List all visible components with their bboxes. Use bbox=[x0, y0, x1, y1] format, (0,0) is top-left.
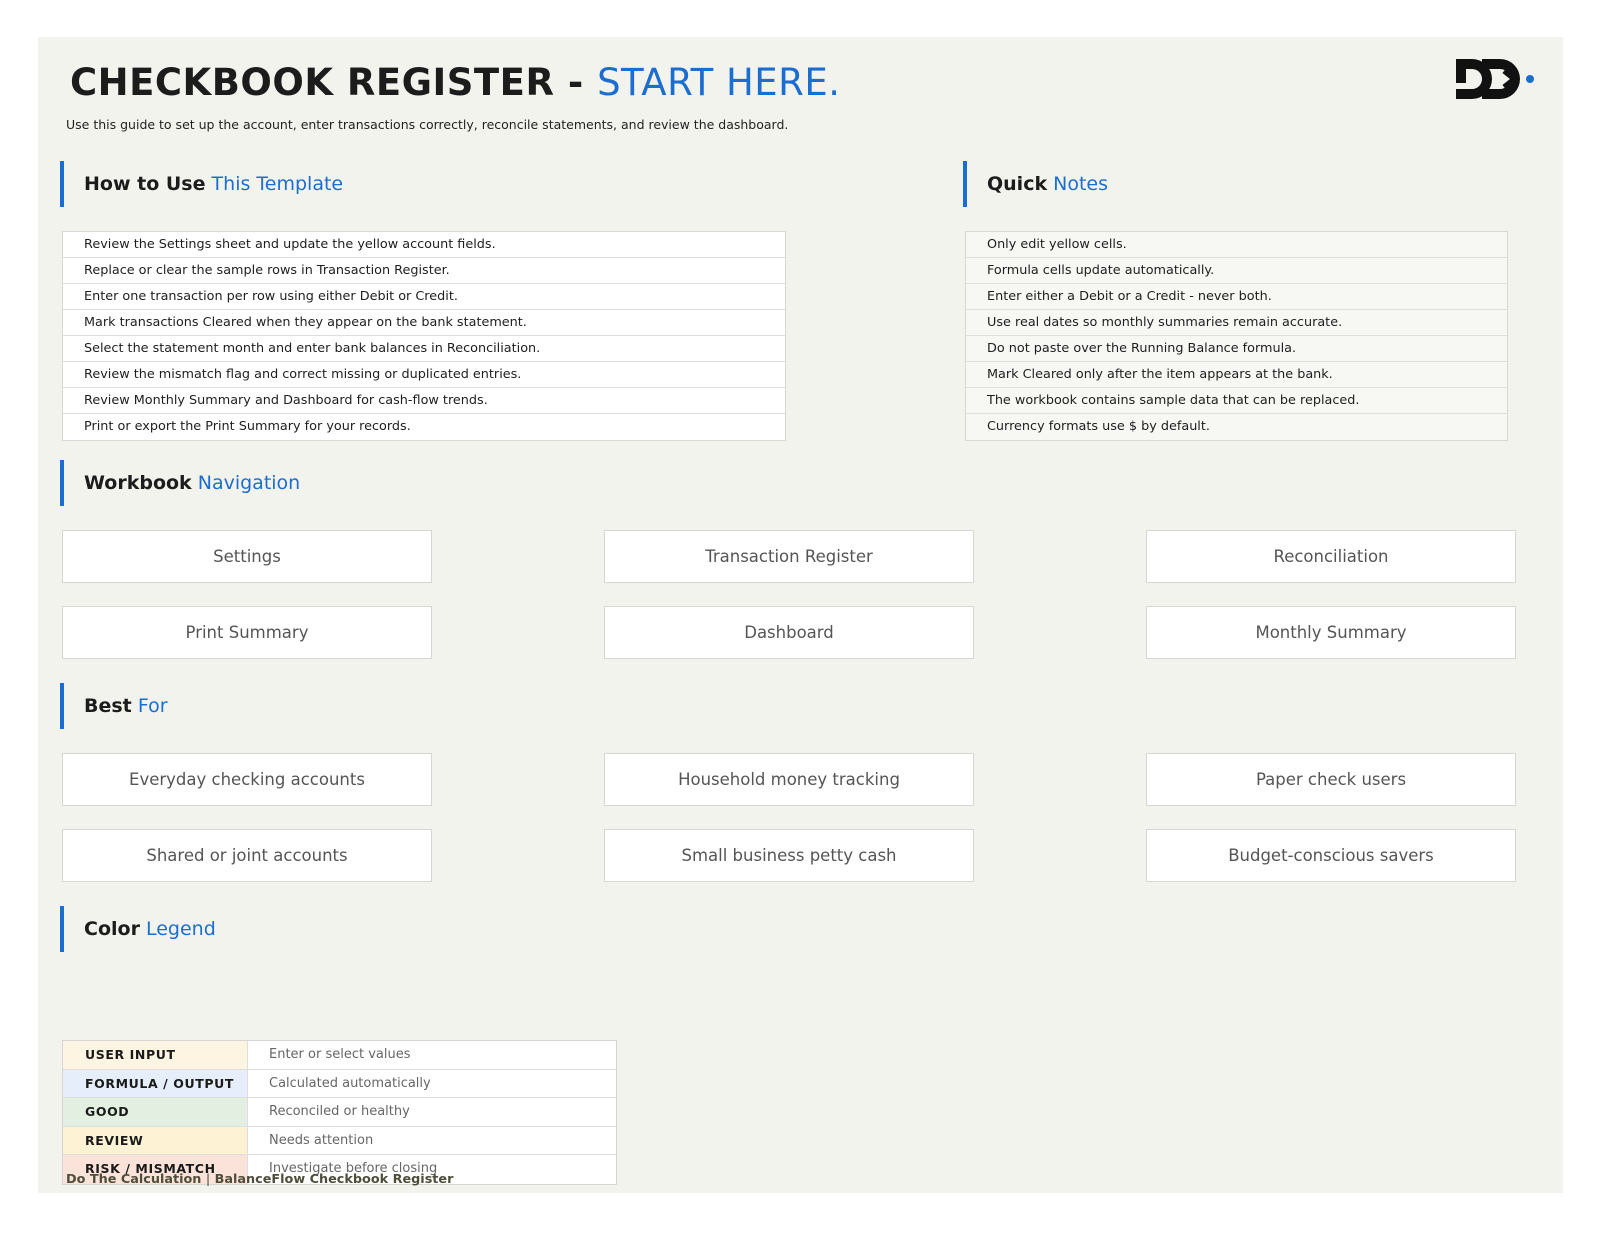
footer bbox=[66, 1172, 453, 1187]
page-title bbox=[70, 59, 841, 107]
color-legend-table bbox=[62, 1040, 617, 1185]
list-item: Review the mismatch flag and correct missing or duplicated entries. bbox=[63, 362, 785, 388]
quick-notes-heading: Quick Notes bbox=[963, 161, 1108, 207]
sheet bbox=[38, 37, 1563, 1193]
color-legend-heading: Color Legend bbox=[60, 906, 216, 952]
title-accent: START HERE. bbox=[597, 61, 841, 104]
nav-reconciliation-button[interactable]: Reconciliation bbox=[1146, 530, 1516, 583]
legend-key: RISK / MISMATCH bbox=[63, 1155, 248, 1184]
nav-monthly-summary-button[interactable]: Monthly Summary bbox=[1146, 606, 1516, 659]
nav-transaction-register-button[interactable]: Transaction Register bbox=[604, 530, 974, 583]
best-for-item: Household money tracking bbox=[604, 753, 974, 806]
list-item: Review the Settings sheet and update the yellow account fields. bbox=[63, 232, 785, 258]
legend-key: REVIEW bbox=[63, 1127, 248, 1155]
footer-product: BalanceFlow Checkbook Register bbox=[214, 1172, 454, 1187]
legend-description: Investigate before closing bbox=[269, 1161, 438, 1177]
best-for-item: Budget-conscious savers bbox=[1146, 829, 1516, 882]
list-item: Currency formats use $ by default. bbox=[966, 414, 1507, 440]
footer-brand: Do The Calculation bbox=[66, 1172, 202, 1187]
legend-row bbox=[63, 1041, 616, 1070]
list-item: Review Monthly Summary and Dashboard for cash-flow trends. bbox=[63, 388, 785, 414]
legend-key: GOOD bbox=[63, 1098, 248, 1126]
list-item: Do not paste over the Running Balance formula. bbox=[966, 336, 1507, 362]
legend-row bbox=[63, 1070, 616, 1099]
navigation-heading: Workbook Navigation bbox=[60, 460, 300, 506]
page-subtitle: Use this guide to set up the account, enter transactions correctly, reconcile statements, and review the dashboard. bbox=[66, 117, 789, 132]
nav-dashboard-button[interactable]: Dashboard bbox=[604, 606, 974, 659]
list-item: Formula cells update automatically. bbox=[966, 258, 1507, 284]
list-item: Enter either a Debit or a Credit - never both. bbox=[966, 284, 1507, 310]
legend-description: Enter or select values bbox=[269, 1047, 411, 1062]
list-item: Replace or clear the sample rows in Transaction Register. bbox=[63, 258, 785, 284]
legend-row bbox=[63, 1127, 616, 1156]
legend-description: Calculated automatically bbox=[269, 1075, 431, 1091]
legend-description: Needs attention bbox=[269, 1132, 374, 1148]
list-item: Select the statement month and enter bank balances in Reconciliation. bbox=[63, 336, 785, 362]
best-for-item: Everyday checking accounts bbox=[62, 753, 432, 806]
list-item: Enter one transaction per row using either Debit or Credit. bbox=[63, 284, 785, 310]
legend-key: FORMULA / OUTPUT bbox=[63, 1070, 248, 1098]
list-item: The workbook contains sample data that can be replaced. bbox=[966, 388, 1507, 414]
best-for-item: Small business petty cash bbox=[604, 829, 974, 882]
how-to-heading: How to Use This Template bbox=[60, 161, 343, 207]
nav-print-summary-button[interactable]: Print Summary bbox=[62, 606, 432, 659]
best-for-item: Paper check users bbox=[1146, 753, 1516, 806]
list-item: Mark transactions Cleared when they appear on the bank statement. bbox=[63, 310, 785, 336]
how-to-list bbox=[62, 231, 786, 441]
quick-notes-list bbox=[965, 231, 1508, 441]
best-for-heading: Best For bbox=[60, 683, 168, 729]
legend-description: Reconciled or healthy bbox=[269, 1104, 410, 1120]
legend-row bbox=[63, 1098, 616, 1127]
list-item: Use real dates so monthly summaries remain accurate. bbox=[966, 310, 1507, 336]
legend-key: USER INPUT bbox=[63, 1041, 248, 1069]
best-for-item: Shared or joint accounts bbox=[62, 829, 432, 882]
list-item: Mark Cleared only after the item appears at the bank. bbox=[966, 362, 1507, 388]
list-item: Only edit yellow cells. bbox=[966, 232, 1507, 258]
footer-separator: | bbox=[205, 1172, 211, 1187]
nav-settings-button[interactable]: Settings bbox=[62, 530, 432, 583]
dtc-logo-icon bbox=[1452, 49, 1538, 109]
list-item: Print or export the Print Summary for your records. bbox=[84, 419, 411, 434]
title-main: CHECKBOOK REGISTER - bbox=[70, 61, 598, 104]
